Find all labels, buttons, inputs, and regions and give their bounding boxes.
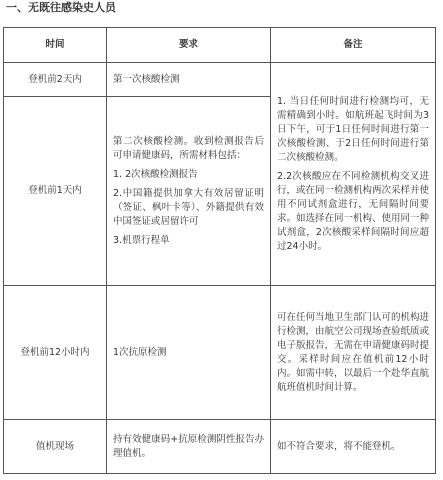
table-row	[4, 420, 436, 474]
header-note: 备注	[271, 28, 436, 63]
requirement-cell	[107, 63, 271, 97]
note-text: 可在任何当地卫生部门认可的机构进行检测，由航空公司现场查验纸质或电子版报告，无需在申请健康码时提交。采样时间应在值机前12小时内。如需中转，以最后一个赴华直航航班值机时间计算。	[277, 311, 430, 393]
requirement-cell	[107, 286, 271, 420]
requirements-table	[3, 27, 436, 474]
requirement-text: 第二次核酸检测。收到检测报告后可申请健康码，所需材料包括：	[113, 135, 264, 161]
section-title: 一、无既往感染史人员	[6, 1, 116, 14]
requirement-text: 2.中国籍提供加拿大有效居留证明（签证、枫叶卡等）、外籍提供有效中国签证或居留许可	[113, 187, 264, 227]
note-text: 如不符合要求，将不能登机。	[277, 440, 401, 452]
note-cell	[271, 63, 436, 286]
requirement-cell	[107, 97, 271, 286]
requirement-text: 持有效健康码+抗原检测阴性报告办理值机。	[113, 433, 264, 459]
header-time: 时间	[4, 28, 107, 63]
header-requirement: 要求	[107, 28, 271, 63]
requirement-text: 1次抗原检测	[113, 346, 167, 358]
table-row	[4, 286, 436, 420]
table-row	[4, 63, 436, 97]
note-cell	[271, 286, 436, 420]
time-cell: 登机前12小时内	[4, 286, 107, 420]
requirement-text: 第一次核酸检测	[113, 73, 180, 85]
table-header-row	[4, 28, 436, 63]
requirement-text: 1. 2次核酸检测报告	[113, 168, 198, 180]
time-cell: 登机前2天内	[4, 63, 107, 97]
time-cell: 登机前1天内	[4, 97, 107, 286]
note-text: 1. 当日任何时间进行检测均可，无需精确到小时。如航班起飞时间为3日下午，可于1日任何时间进行第一次核酸检测、于2日任何时间进行第二次核酸检测。	[277, 95, 429, 163]
note-text: 2.2次核酸应在不同检测机构交叉进行，或在同一检测机构两次采样并使用不同试剂盒进行，无间隔时间要求。如选择在同一机构、使用同一种试剂盒，2次核酸采样间隔时间应超过24小时。	[277, 170, 430, 252]
time-cell: 值机现场	[4, 420, 107, 474]
requirement-text: 3.机票行程单	[113, 234, 170, 246]
note-cell	[271, 420, 436, 474]
requirement-cell	[107, 420, 271, 474]
